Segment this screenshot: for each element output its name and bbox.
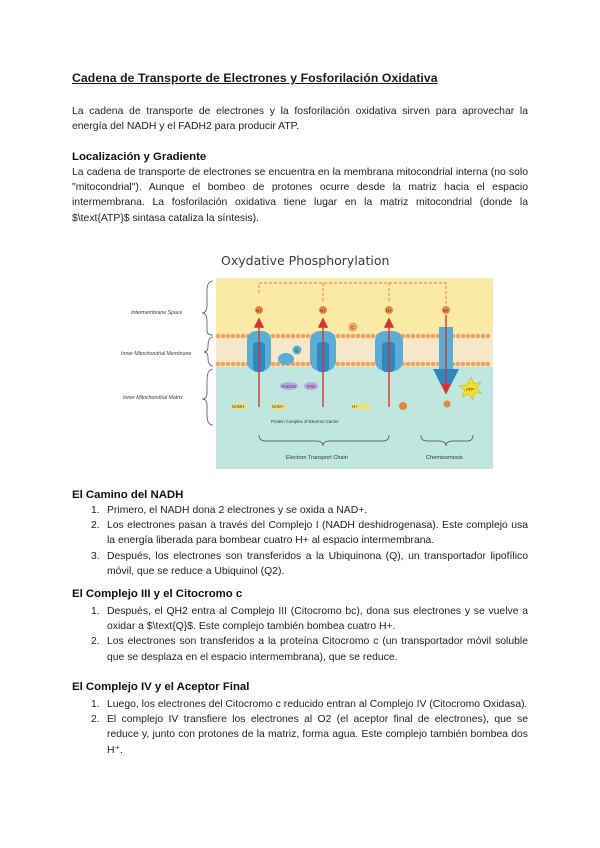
brace-membrane [204,337,213,366]
svg-text:H+: H+ [352,404,358,409]
heading-nadh: El Camino del NADH [72,489,184,501]
label-inner-membrane: Inner Mitochondrial Membrane [121,351,192,357]
list-item: 2. Los electrones pasan a través del Complejo I (NADH deshidrogenasa). Este complejo usa la energía liberada para bombear cuatro H+ al espacio intermembrana. [91,520,528,547]
figure-svg [121,247,495,472]
list-item: 2. Los electrones son transferidos a la proteína Citocromo c (un transportador móvil soluble que se desplaza en el espacio intermembrana), que se reduce. [91,636,528,663]
svg-text:H+: H+ [386,308,392,313]
complejo4-list [72,697,528,758]
document-title: Cadena de Transporte de Electrones y Fosforilación Oxidativa [72,71,438,85]
heading-complejo3: El Complejo III y el Citocromo c [72,588,243,600]
list-item: 3. Después, los electrones son transferidos a la Ubiquinona (Q), un transportador lipofílico móvil, que se reduce a Ubiquinol (Q2). [91,550,528,577]
label-complex-chain: Protein Complex of Electron Carrier [271,419,339,424]
svg-text:ATP: ATP [466,387,475,392]
svg-text:FADH2: FADH2 [282,384,296,389]
list-item: 1. Primero, el NADH dona 2 electrones y se oxida a NAD+. [91,505,368,516]
oxidative-phosphorylation-figure [121,247,495,472]
svg-text:H+: H+ [320,308,326,313]
heading-complejo4: El Complejo IV y el Aceptor Final [72,681,250,693]
complex-2 [278,353,294,365]
svg-text:H+: H+ [443,308,449,313]
heading-localizacion: Localización y Gradiente [72,151,207,163]
brace-matrix [202,369,213,425]
figure-title: Oxydative Phosphorylation [221,253,390,268]
label-intermembrane: Intermembrane Space [131,310,183,316]
svg-text:NADH: NADH [232,404,245,409]
svg-text:C: C [351,325,355,330]
label-chemiosmosis: Chemiosmosis [426,455,463,461]
label-matrix: Inner Mitochondrial Matrix [123,395,183,401]
complejo3-list [72,604,528,665]
label-etc: Electron Transport Chain [286,455,348,461]
list-item: 1. Después, el QH2 entra al Complejo III (Citocromo bc), dona sus electrones y se vuelve a oxidar a $\text{Q}$. Este complejo también bombea cuatro H+. [91,606,528,633]
svg-text:NAD+: NAD+ [272,404,284,409]
list-item: 1. Luego, los electrones del Citocromo c reducido entran al Complejo IV (Citocromo Oxidasa). [91,699,528,710]
brace-intermembrane [202,281,213,335]
svg-text:H+: H+ [256,308,262,313]
nadh-list [72,503,528,579]
cytochrome-c-carrier [349,323,358,332]
intro-paragraph: La cadena de transporte de electrones y la fosforilación oxidativa sirven para aprovechar la energía del NADH y el FADH2 para producir ATP. [72,106,528,133]
list-item: 2. El complejo IV transfiere los electrones al O2 (el aceptor final de electrones), que se reduce y, junto con protones de la matriz, forma agua. Este complejo también bombea dos H⁺. [91,714,528,756]
svg-text:Q: Q [295,348,299,353]
ubiquinone-carrier [293,346,302,355]
svg-text:FAD: FAD [307,384,316,389]
localizacion-paragraph: La cadena de transporte de electrones se encuentra en la membrana mitocondrial interna (no solo "mitocondrial"). Aunque el bombeo de protones ocurre desde la matriz hacia el espacio intermembrana. La fosforilación oxidativa tiene lugar en la matriz mitocondrial (donde la $\text{ATP}$ sintasa cataliza la síntesis). [72,167,528,224]
